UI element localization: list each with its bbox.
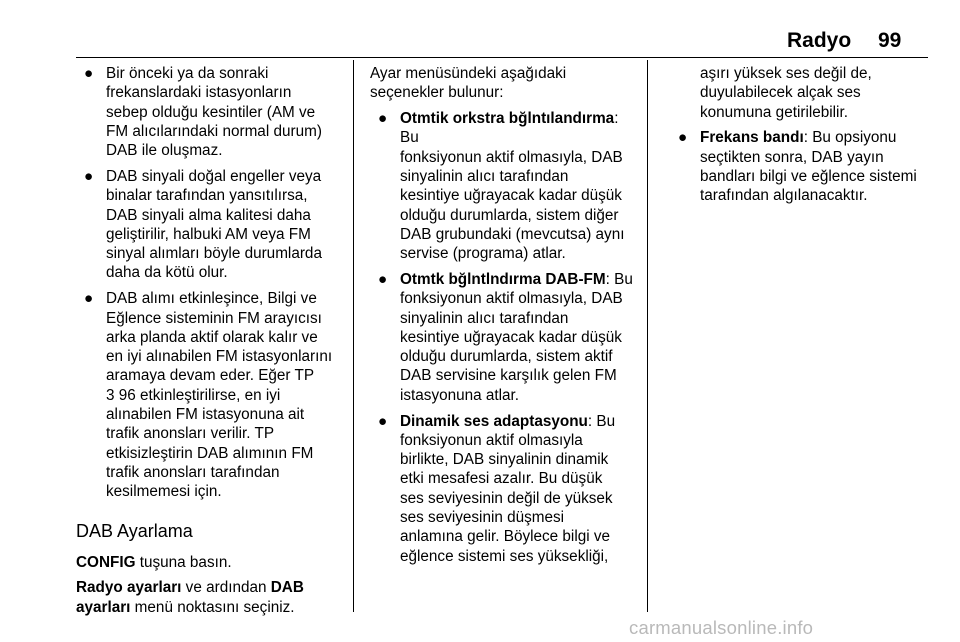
option-list xyxy=(370,109,636,566)
option-term: Dinamik ses adaptasyonu xyxy=(400,412,588,430)
bullet-icon: ● xyxy=(84,167,94,185)
cross-reference-link[interactable]: 3 96 etkinleştirilirse, en iyi xyxy=(106,386,281,404)
header-divider xyxy=(76,57,928,58)
list-item: ● Dinamik ses adaptasyonu: Bu fonksiyonun aktif olmasıyla birlikte, DAB sinyalinin dinamik etki mesafesi azalır. Bu düşük ses seviyesinin değil de yüksek ses seviyesinin düşmesi anlamına gelir. Böylece bilgi ve eğlence sistemi ses yüksekliği, xyxy=(378,412,616,565)
paragraph: Radyo ayarları ve ardından DAB ayarları menü noktasını seçiniz. xyxy=(76,579,304,616)
bullet-icon: ● xyxy=(378,270,388,288)
bullet-icon: ● xyxy=(84,65,94,82)
watermark-text: carmanualsonline.info xyxy=(629,617,814,638)
column-divider-1 xyxy=(353,60,354,612)
bullet-icon: ● xyxy=(678,129,688,147)
paragraph: CONFIG tuşuna basın. xyxy=(76,553,232,571)
list-item: ● DAB alımı etkinleşince, Bilgi ve Eğlence sisteminin FM arayıcısı arka planda aktif olarak kalır ve en iyi alınabilen FM istasyonlarını aramaya devam eder. Eğer TP 3 96 etkinleştirilirse, en iyi alınabilen FM istasyonuna ait trafik anonsları verilir. TP etkisizleştirin DAB alımının FM trafik anonsları tarafından kesilmemesi için. xyxy=(84,290,333,501)
option-list xyxy=(670,64,932,206)
list-item: ● Bir önceki ya da sonraki frekanslardaki istasyonların sebep olduğu kesintiler (AM ve FM alıcılarındaki normal durum) DAB ile oluşmaz. xyxy=(84,65,322,160)
page-number: 99 xyxy=(878,29,902,52)
section-heading: DAB Ayarlama xyxy=(76,520,193,541)
list-item: ● Frekans bandı: Bu opsiyonu seçtikten sonra, DAB yayın bandları bilgi ve eğlence sistemi tarafından algılanacaktır. xyxy=(678,129,917,205)
bullet-icon: ● xyxy=(378,110,388,128)
list-item: ● Otmtk bğlntlndırma DAB-FM: Bu fonksiyonun aktif olmasıyla, DAB sinyalinin alıcı tarafından kesintiye uğrayacak kadar düşük olduğu durumlarda, sistem aktif DAB servisine karşılık gelen FM istasyonuna atlar. xyxy=(378,270,633,404)
column-middle xyxy=(370,64,636,572)
bullet-list xyxy=(76,64,348,502)
bullet-icon: ● xyxy=(84,290,94,308)
option-term: Otmtk bğlntlndırma DAB-FM xyxy=(400,270,606,288)
bullet-icon: ● xyxy=(378,412,388,430)
option-term: Frekans bandı xyxy=(700,129,804,147)
paragraph: Ayar menüsündeki aşağıdaki seçenekler bulunur: xyxy=(370,65,567,102)
column-divider-2 xyxy=(647,60,648,612)
page-header-title: Radyo xyxy=(787,29,852,52)
list-item-continuation: aşırı yüksek ses değil de, duyulabilecek alçak ses konumuna getirilebilir. xyxy=(700,65,872,121)
list-item: ● Otmtik orkstra bğlntılandırma: Bu fonksiyonun aktif olmasıyla, DAB sinyalinin alıcı tarafından kesintiye uğrayacak kadar düşük olduğu durumlarda, sistem diğer DAB grubundaki (mevcutsa) aynı servise (programa) atlar. xyxy=(378,110,625,263)
page-arrow-icon: 3 xyxy=(106,386,115,404)
list-item: ● DAB sinyali doğal engeller veya binalar tarafından yansıtılırsa, DAB sinyali alma kalitesi daha geliştirilir, halbuki AM veya FM sinyal alımları böyle durumlarda daha da kötü olur. xyxy=(84,167,322,282)
column-left xyxy=(76,64,348,623)
column-right xyxy=(670,64,932,212)
option-term: Otmtik orkstra bğlntılandırma xyxy=(400,110,615,128)
